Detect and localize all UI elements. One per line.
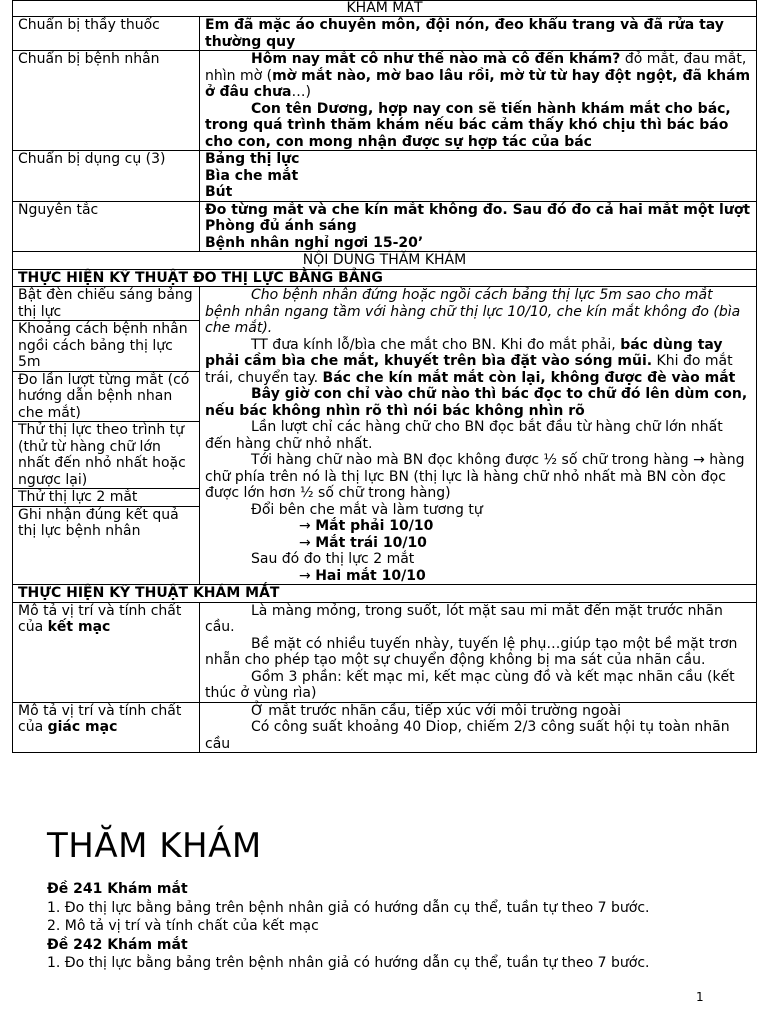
arrow: → <box>299 567 316 584</box>
step-item: Bật đèn chiếu sáng bảng thị lực <box>13 287 199 321</box>
step-item: Khoảng cách bệnh nhân ngồi cách bảng thị lực 5m <box>13 321 199 372</box>
result-value: Hai mắt 10/10 <box>315 567 426 584</box>
label-bold: kết mạc <box>47 619 111 635</box>
section1-steps <box>13 287 200 585</box>
section2-title: THỰC HIỆN KỸ THUẬT KHÁM MẮT <box>13 585 757 603</box>
prep-tools-label: Chuẩn bị dụng cụ (3) <box>13 151 200 202</box>
principle-label: Nguyên tắc <box>13 201 200 252</box>
result-left <box>205 535 751 552</box>
tool-item: Bìa che mắt <box>205 167 299 184</box>
conjunctiva-details <box>200 602 757 702</box>
content-header: NỘI DUNG THĂM KHÁM <box>13 252 757 270</box>
conjunctiva-p1: Là màng mỏng, trong suốt, lót mặt sau mi mắt đến mặt trước nhãn cầu. <box>205 602 723 635</box>
prep-patient-label: Chuẩn bị bệnh nhân <box>13 51 200 151</box>
result-both <box>205 568 751 585</box>
conjunctiva-p3: Gồm 3 phần: kết mạc mi, kết mạc cùng đồ và kết mạc nhãn cầu (kết thúc ở vùng rìa) <box>205 668 735 701</box>
step-item: Đo lần lượt từng mắt (có hướng dẫn bệnh nhan che mắt) <box>13 372 199 423</box>
arrow: → <box>299 518 316 534</box>
question-detail: mờ mắt nào, mờ bao lâu rồi, mờ từ từ hay đột ngột, đã khám ở đâu chưa <box>205 67 751 100</box>
tool-item: Bảng thị lực <box>205 151 300 167</box>
principle-item: Đo từng mắt và che kín mắt không đo. Sau đó đo cả hai mắt một lượt <box>205 201 751 218</box>
page-heading: THĂM KHÁM <box>47 826 262 866</box>
result-right <box>205 518 751 535</box>
arrow: → <box>299 534 316 551</box>
section1-details <box>200 287 757 585</box>
prep-tools-list <box>200 151 757 202</box>
exam-line: 2. Mô tả vị trí và tính chất của kết mạc <box>47 918 319 934</box>
prep-staff-label: Chuẩn bị thầy thuốc <box>13 17 200 51</box>
conjunctiva-label <box>13 602 200 702</box>
question-normal: đỏ mắt, đau mắt, nhìn mờ ( <box>205 51 747 84</box>
section1-title: THỰC HIỆN KỸ THUẬT ĐO THỊ LỰC BẰNG BẢNG <box>13 269 757 287</box>
cornea-p2: Có công suất khoảng 40 Diop, chiếm 2/3 công suất hội tụ toàn nhãn cầu <box>205 719 730 752</box>
tool-item: Bút <box>205 184 233 200</box>
exam-list <box>47 880 747 973</box>
conjunctiva-p2: Bề mặt có nhiều tuyến nhày, tuyến lệ phụ…giúp tạo một bề mặt trơn nhẵn cho phép tạo một sự chuyển động không bị ma sát của nhãn cầu. <box>205 635 738 668</box>
principle-list <box>200 201 757 252</box>
cover-bold-2: Bác che kín mắt mắt còn lại, không được đè vào mắt <box>322 369 736 386</box>
principle-item: Phòng đủ ánh sáng <box>205 218 357 234</box>
label-text: Mô tả vị trí và tính chất của <box>18 602 182 635</box>
label-text: Mô tả vị trí và tính chất của <box>18 702 182 735</box>
question-end: …) <box>291 84 311 100</box>
cornea-p1: Ở mắt trước nhãn cầu, tiếp xúc với môi trường ngoài <box>251 702 621 719</box>
prep-staff-text: Em đã mặc áo chuyên môn, đội nón, đeo khẩu trang và đã rửa tay thường quy <box>200 17 757 51</box>
cover-normal: TT đưa kính lỗ/bìa che mắt cho BN. Khi đo mắt phải, <box>251 336 621 353</box>
patient-question <box>205 51 751 101</box>
detail-instruction: Bây giờ con chỉ vào chữ nào thì bác đọc to chữ đó lên dùm con, nếu bác không nhìn rõ thì nói bác không nhìn rõ <box>205 386 748 419</box>
result-value: Mắt phải 10/10 <box>315 518 434 534</box>
step-item: Ghi nhận đúng kết quả thị lực bệnh nhân <box>18 506 179 539</box>
detail-position: Cho bệnh nhân đứng hoặc ngồi cách bảng thị lực 5m sao cho mắt bệnh nhân ngang tầm với hàng chữ thị lực 10/10, che kín mắt không đo (bìa che mắt). <box>205 287 741 336</box>
step-item: Thử thị lực 2 mắt <box>13 489 199 507</box>
exam-table <box>12 0 757 753</box>
label-bold: giác mạc <box>47 719 118 735</box>
cover-bold: bác dùng tay phải cầm bìa che mắt, khuyết trên bìa đặt vào sóng mũi. <box>205 336 723 369</box>
question-bold: Hôm nay mắt cô như thế nào mà cô đến khám? <box>251 51 621 67</box>
exam-title: Đề 241 Khám mắt <box>47 881 188 897</box>
patient-intro: Con tên Dương, hợp nay con sẽ tiến hành khám mắt cho bác, trong quá trình thăm khám nếu bác cảm thấy khó chịu thì bác báo cho con, con mong nhận được sự hợp tác của bác <box>205 100 731 150</box>
detail-switch: Đổi bên che mắt và làm tương tự <box>251 501 483 518</box>
exam-title: Đề 242 Khám mắt <box>47 936 188 953</box>
cornea-details <box>200 702 757 753</box>
prep-patient-content <box>200 51 757 151</box>
cornea-label <box>13 702 200 753</box>
table-title: KHÁM MẮT <box>13 1 757 17</box>
result-value: Mắt trái 10/10 <box>315 534 427 551</box>
detail-threshold: Tới hàng chữ nào mà BN đọc không được ½ số chữ trong hàng → hàng chữ phía trên nó là thị lực BN (thị lực là hàng chữ nhỏ nhất mà BN còn đọc được lớn hơn ½ số chữ trong hàng) <box>205 452 745 501</box>
page-number: 1 <box>696 990 704 1004</box>
detail-cover <box>205 337 751 387</box>
exam-line: 1. Đo thị lực bằng bảng trên bệnh nhân giả có hướng dẫn cụ thể, tuần tự theo 7 bước. <box>47 955 650 971</box>
cover-normal-2: Khi đo mắt trái, chuyển tay. <box>205 353 733 386</box>
detail-both: Sau đó đo thị lực 2 mắt <box>251 551 415 567</box>
detail-order: Lần lượt chỉ các hàng chữ cho BN đọc bắt đầu từ hàng chữ lớn nhất đến hàng chữ nhỏ nhất. <box>205 419 723 452</box>
principle-item: Bệnh nhân nghỉ ngơi 15-20’ <box>205 234 424 251</box>
step-item: Thử thị lực theo trình tự (thử từ hàng chữ lớn nhất đến nhỏ nhất hoặc ngược lại) <box>13 422 199 489</box>
exam-line: 1. Đo thị lực bằng bảng trên bệnh nhân giả có hướng dẫn cụ thể, tuần tự theo 7 bước. <box>47 899 650 916</box>
